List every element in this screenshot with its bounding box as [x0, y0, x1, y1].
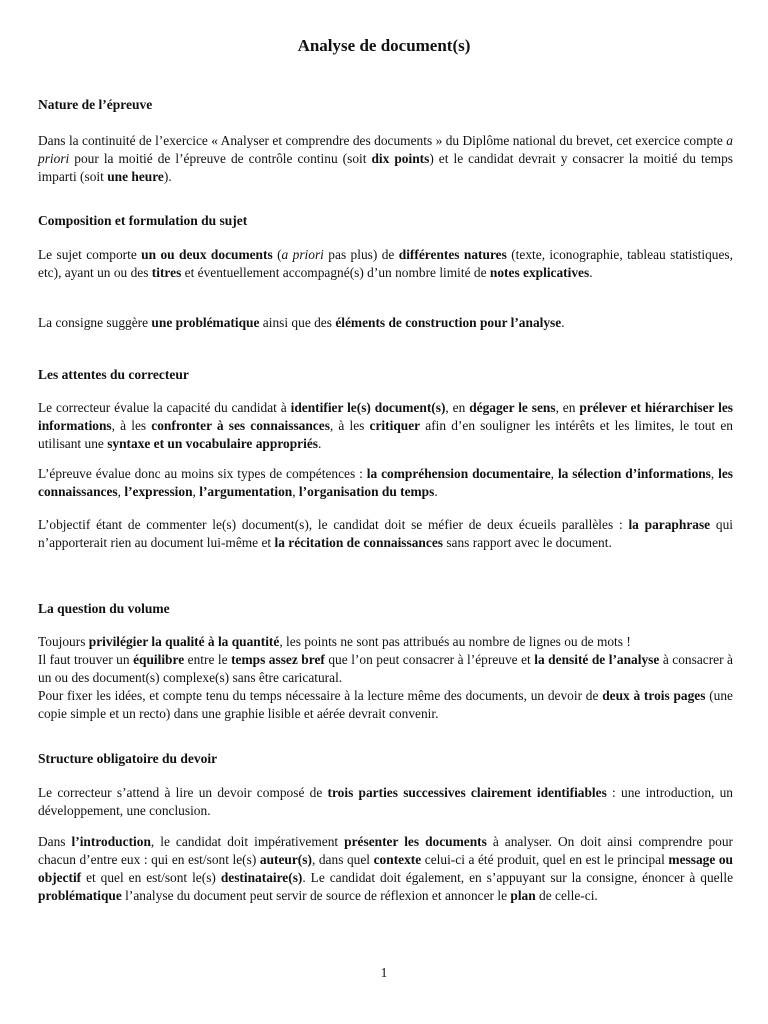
text-run: L’objectif étant de commenter le(s) document(s), le candidat doit se méfier de deux écueils parallèles :: [38, 517, 629, 532]
text-run: : une introduction, un développement, une conclusion.: [38, 785, 733, 818]
text-run: ,: [292, 484, 299, 499]
bold-text: prélever et hiérarchiser les informations: [38, 400, 734, 433]
text-run: que l’on peut consacrer à l’épreuve et: [324, 652, 535, 667]
bold-text: contexte: [373, 852, 422, 867]
heading-structure-devoir: Structure obligatoire du devoir: [38, 751, 218, 766]
bold-text: équilibre: [133, 652, 185, 667]
bold-text: problématique: [38, 888, 122, 903]
text-run: .: [317, 436, 322, 451]
bold-text: critiquer: [369, 418, 421, 433]
paragraph-attentes-1: [38, 399, 733, 453]
heading-composition-sujet: Composition et formulation du sujet: [38, 213, 248, 228]
bold-text: la compréhension documentaire: [366, 466, 551, 481]
text-run: Le correcteur s’attend à lire un devoir composé de: [38, 785, 328, 800]
bold-text: présenter les documents: [344, 834, 487, 849]
text-run: ) et le candidat devrait y consacrer la moitié du temps imparti (soit: [38, 151, 733, 184]
text-run: Le correcteur évalue la capacité du candidat à: [38, 400, 291, 415]
bold-text: notes explicatives: [489, 265, 590, 280]
bold-text: différentes natures: [398, 247, 507, 262]
text-run: .: [561, 315, 565, 330]
text-run: et éventuellement accompagné(s) d’un nombre limité de: [181, 265, 490, 280]
text-run: celui-ci a été produit, quel en est le principal: [421, 852, 669, 867]
bold-text: l’introduction: [71, 834, 151, 849]
bold-text: la paraphrase: [628, 517, 711, 532]
bold-text: deux à trois pages: [602, 688, 706, 703]
bold-text: confronter à ses connaissances: [151, 418, 330, 433]
paragraph-structure-2: [38, 833, 733, 905]
text-run: (texte, iconographie, tableau statistiques, etc), ayant un ou des: [38, 247, 733, 280]
paragraph-structure-1: [38, 784, 733, 820]
bold-text: trois parties successives clairement identifiables: [327, 785, 607, 800]
text-run: .: [589, 265, 593, 280]
text-run: (: [272, 247, 282, 262]
bold-text: dégager le sens: [469, 400, 556, 415]
text-run: Dans: [38, 834, 72, 849]
bold-text: dix points: [371, 151, 430, 166]
text-run: . Le candidat doit également, en s’appuyant sur la consigne, énoncer à quelle: [302, 870, 734, 885]
text-run: ,: [550, 466, 558, 481]
heading-nature-epreuve: Nature de l’épreuve: [38, 97, 153, 112]
heading-question-volume: La question du volume: [38, 601, 170, 616]
italic-text: a priori: [38, 133, 733, 166]
text-run: ainsi que des: [259, 315, 336, 330]
text-run: Dans la continuité de l’exercice « Analyser et comprendre des documents » du Diplôme national du brevet, cet exercice compte: [38, 133, 727, 148]
bold-text: les connaissances: [38, 466, 734, 499]
bold-text: l’argumentation: [199, 484, 293, 499]
text-run: , dans quel: [311, 852, 374, 867]
bold-text: la sélection d’informations: [557, 466, 711, 481]
bold-text: privilégier la qualité à la quantité: [88, 634, 280, 649]
text-run: ).: [163, 169, 172, 184]
text-run: à analyser. On doit ainsi comprendre pour chacun d’entre eux : qui en est/sont le(s): [38, 834, 733, 867]
heading-attentes-correcteur: Les attentes du correcteur: [38, 367, 189, 382]
text-run: (une copie simple et un recto) dans une graphie lisible et aérée devrait convenir.: [38, 688, 733, 721]
text-run: , le candidat doit impérativement: [150, 834, 345, 849]
text-run: entre le: [184, 652, 232, 667]
text-run: ,: [117, 484, 125, 499]
text-run: l’analyse du document peut servir de source de réflexion et annoncer le: [121, 888, 511, 903]
bold-text: identifier le(s) document(s): [290, 400, 446, 415]
bold-text: l’organisation du temps: [298, 484, 435, 499]
text-run: ,: [192, 484, 200, 499]
bold-text: syntaxe et un vocabulaire appropriés: [107, 436, 318, 451]
bold-text: titres: [151, 265, 182, 280]
bold-text: l’expression: [124, 484, 193, 499]
text-run: Pour fixer les idées, et compte tenu du temps nécessaire à la lecture même des documents, un devoir de: [38, 688, 603, 703]
paragraph-attentes-2: [38, 465, 733, 501]
text-run: , en: [445, 400, 470, 415]
text-run: L’épreuve évalue donc au moins six types de compétences :: [38, 466, 367, 481]
bold-text: la récitation de connaissances: [274, 535, 443, 550]
bold-text: destinataire(s): [220, 870, 303, 885]
text-run: , à les: [329, 418, 370, 433]
text-run: afin d’en souligner les intérêts et les limites, le tout en utilisant une: [38, 418, 733, 451]
text-run: Il faut trouver un: [38, 652, 134, 667]
text-run: La consigne suggère: [38, 315, 152, 330]
text-run: de celle-ci.: [535, 888, 598, 903]
paragraph-nature-1: [38, 132, 733, 186]
text-run: pour la moitié de l’épreuve de contrôle continu (soit: [69, 151, 372, 166]
page-number: 1: [380, 965, 388, 980]
text-run: et quel en est/sont le(s): [81, 870, 221, 885]
text-run: qui n’apporterait rien au document lui-même et: [38, 517, 734, 550]
bold-text: la densité de l’analyse: [534, 652, 660, 667]
bold-text: temps assez bref: [231, 652, 325, 667]
paragraph-volume-1: [38, 633, 733, 723]
bold-text: message ou objectif: [38, 852, 733, 885]
text-run: , en: [555, 400, 580, 415]
paragraph-composition-1: [38, 246, 733, 282]
bold-text: éléments de construction pour l’analyse: [335, 315, 562, 330]
bold-text: plan: [510, 888, 536, 903]
text-run: Toujours: [38, 634, 89, 649]
text-run: Le sujet comporte: [38, 247, 142, 262]
bold-text: un ou deux documents: [141, 247, 273, 262]
bold-text: une problématique: [151, 315, 260, 330]
bold-text: auteur(s): [259, 852, 312, 867]
text-run: sans rapport avec le document.: [442, 535, 612, 550]
italic-text: a priori: [281, 247, 324, 262]
text-run: pas plus) de: [323, 247, 399, 262]
paragraph-attentes-3: [38, 516, 733, 552]
text-run: ,: [710, 466, 719, 481]
text-run: , les points ne sont pas attribués au nombre de lignes ou de mots !: [279, 634, 631, 649]
text-run: , à les: [111, 418, 152, 433]
text-run: à consacrer à un ou des document(s) complexe(s) sans être caricatural.: [38, 652, 734, 685]
paragraph-composition-2: [38, 314, 733, 332]
document-title: Analyse de document(s): [297, 36, 471, 55]
text-run: .: [434, 484, 438, 499]
bold-text: une heure: [107, 169, 164, 184]
